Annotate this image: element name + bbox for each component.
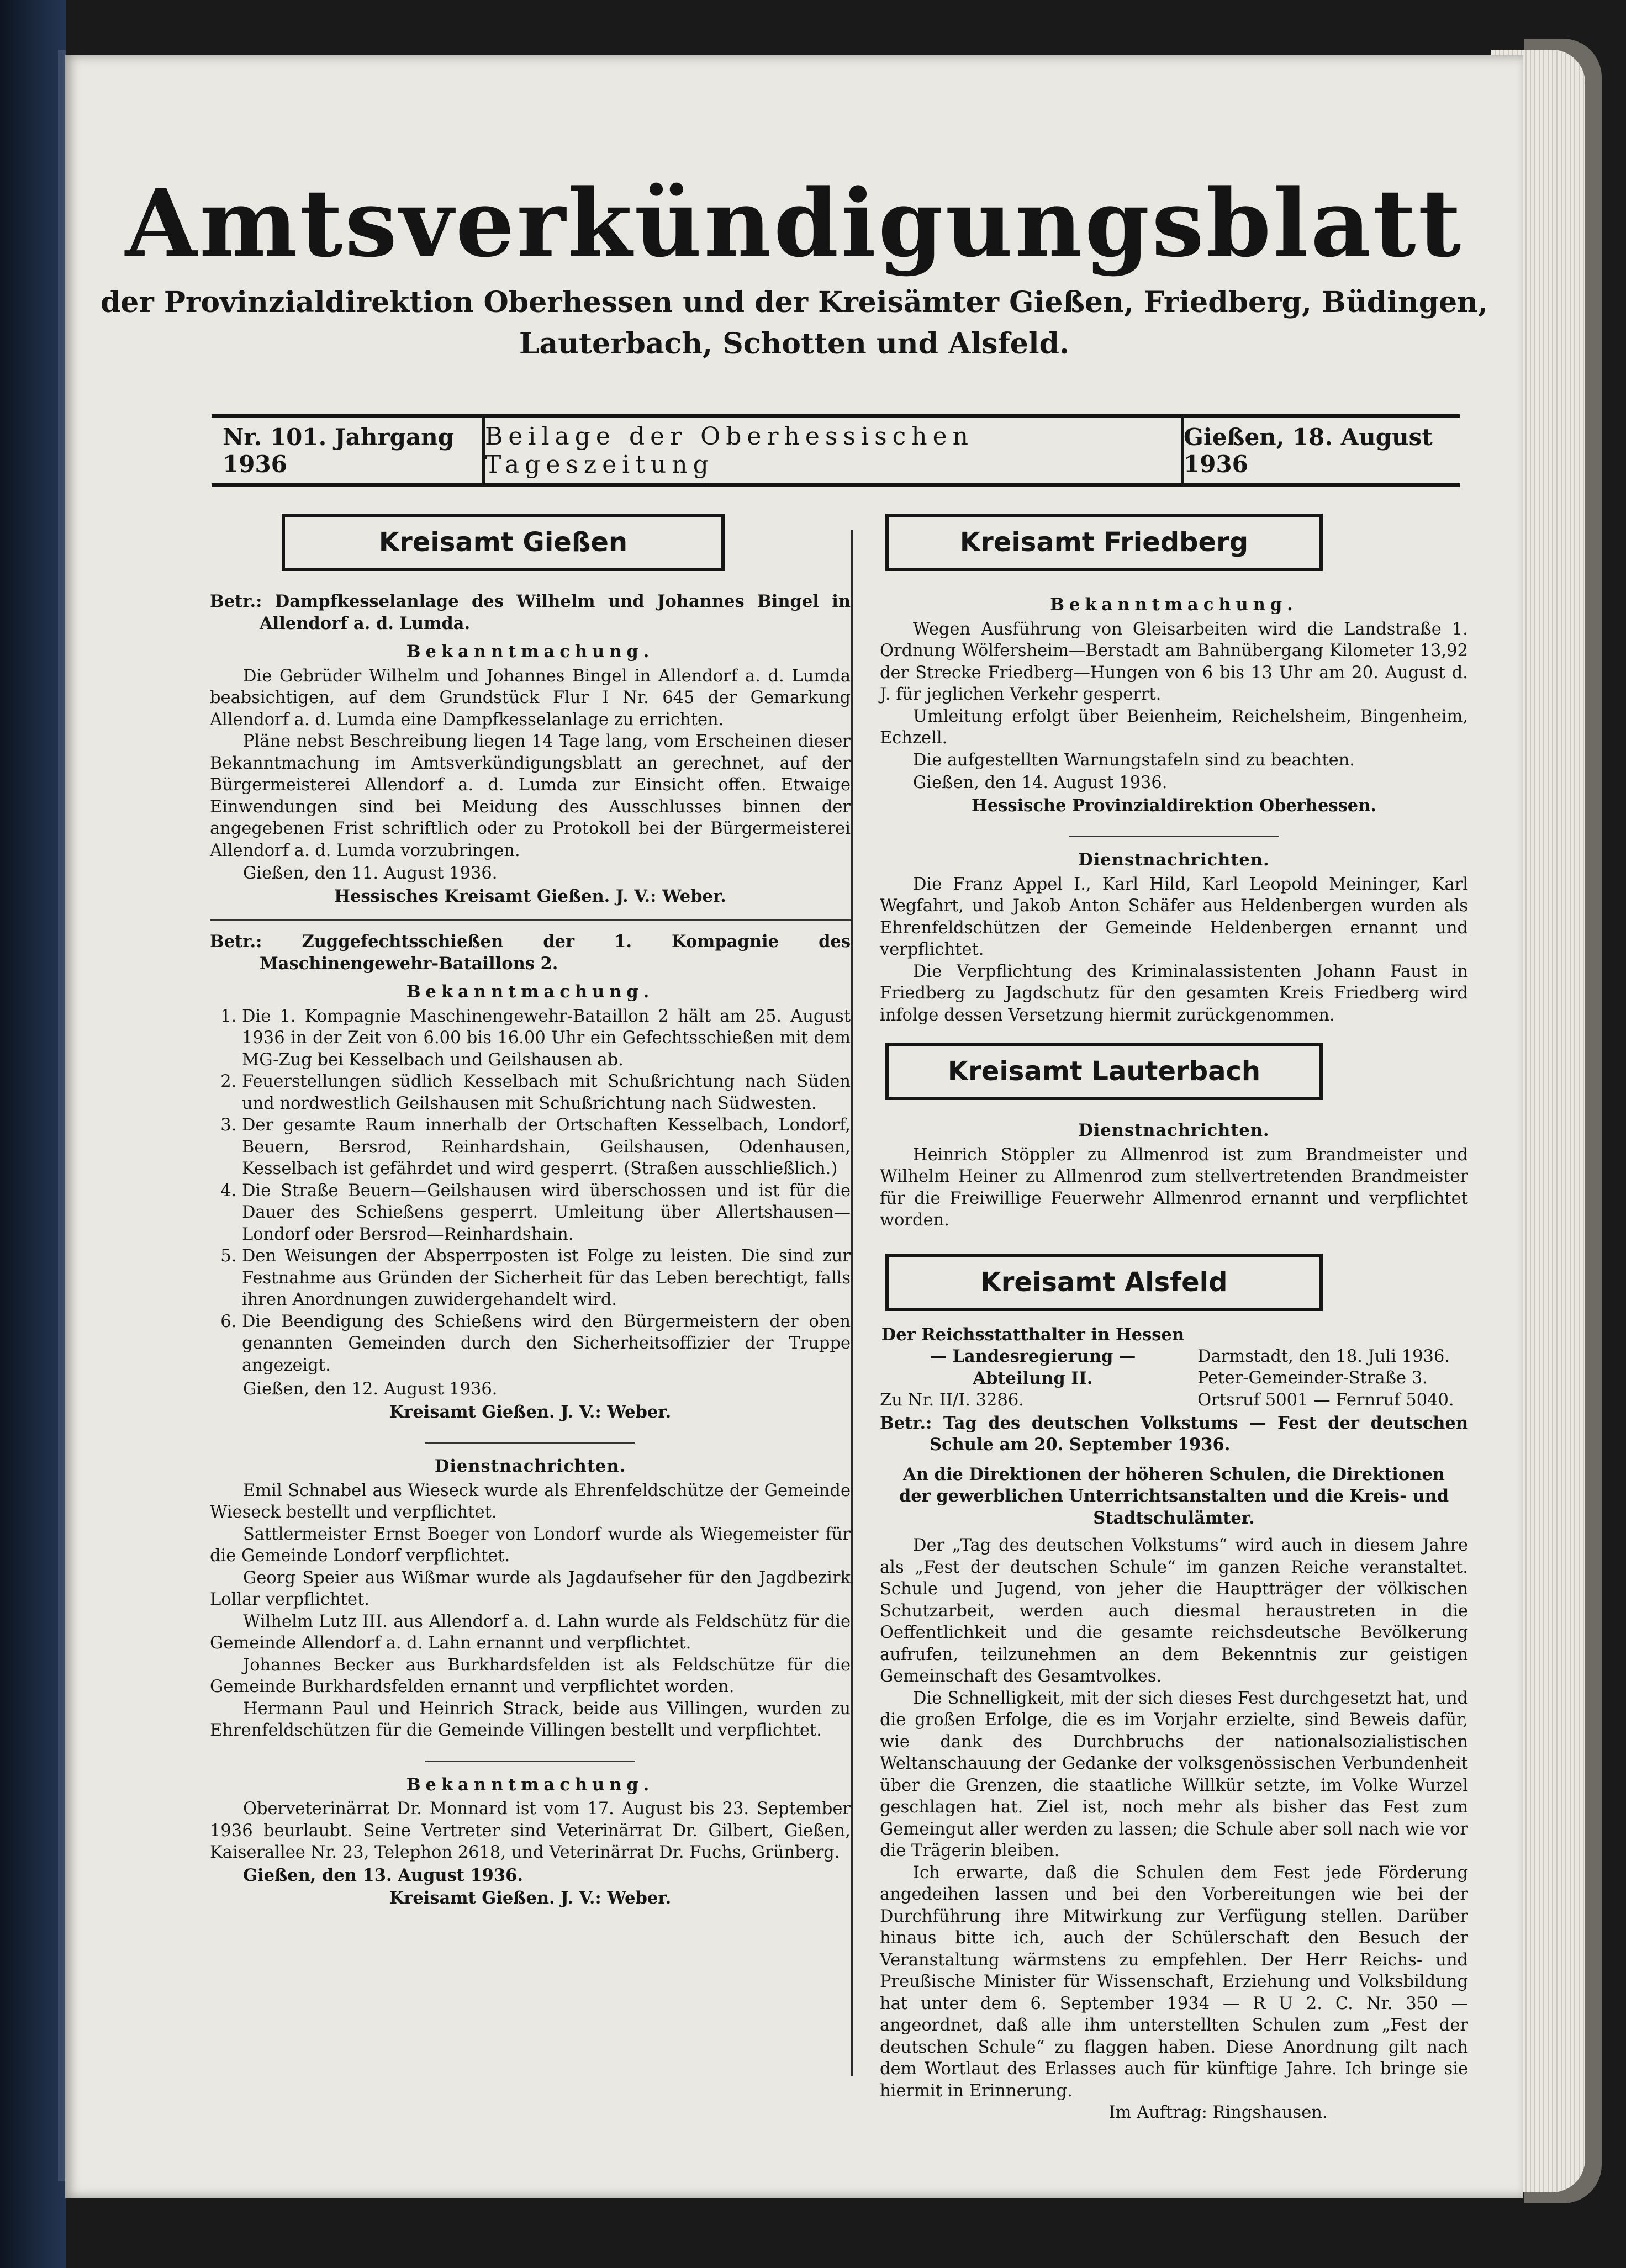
notice-heading: Dienstnachrichten. [1078, 850, 1270, 870]
notice-paragraph: Pläne nebst Beschreibung liegen 14 Tage lang, vom Erscheinen dieser Bekanntmachung im Amtsverkündigungsblatt an gerechnet, auf der Bürgermeisterei Allendorf a. d. Lumda zur Einsicht offen. Etwaige Einwendungen sind bei Meidung des Ausschlusses binnen der angegebenen Frist schriftlich oder zu Protokoll bei der Bürgermeisterei Allendorf a. d. Lumda vorzubringen. [210, 732, 851, 860]
list-item: 2. Feuerstellungen südlich Kesselbach mit Schußrichtung nach Süden und nordwestlich Geilshausen mit Schußrichtung nach Südwesten. [242, 1071, 851, 1114]
notice-paragraph: Die Verpflichtung des Kriminalassistenten Johann Faust in Friedberg zu Jagdschutz für den gesamten Kreis Friedberg wird infolge dessen Versetzung hiermit zurückgenommen. [880, 961, 1468, 1025]
masthead-title: Amtsverkündigungsblatt [125, 168, 1464, 278]
subject-line: Betr.: Zuggefechtsschießen der 1. Kompagnie des Maschinengewehr-Bataillons 2. [210, 932, 851, 974]
list-item: 6. Die Beendigung des Schießens wird den Bürgermeistern der oben genannten Gemeinden durch den Sicherheitsoffizier der Truppe angezeigt. [242, 1311, 851, 1377]
sender-line: Abteilung II. [973, 1368, 1093, 1388]
separator-rule [425, 1761, 635, 1762]
list-item: 1. Die 1. Kompagnie Maschinengewehr-Bataillon 2 hält am 25. August 1936 in der Zeit von 6.00 bis 16.00 Uhr ein Gefechtsschießen mit dem MG-Zug bei Kesselbach und Geilshausen ab. [242, 1006, 851, 1071]
notice-signature: Im Auftrag: Ringshausen. [1108, 2103, 1328, 2122]
notice-paragraph: Wilhelm Lutz III. aus Allendorf a. d. Lahn wurde als Feldschütz für die Gemeinde Allendorf a. d. Lahn ernannt und verpflichtet. [210, 1611, 851, 1653]
issue-number: Nr. 101. Jahrgang 1936 [212, 418, 485, 483]
notice-heading: Bekanntmachung. [406, 1774, 654, 1795]
list-item: 4. Die Straße Beuern—Geilshausen wird überschossen und ist für die Dauer des Schießens gesperrt. Umleitung über Allertshausen—Londorf oder Bersrod—Reinhardshain. [242, 1180, 851, 1246]
masthead [65, 168, 1523, 365]
notice-heading: Bekanntmachung. [406, 642, 654, 662]
place-block [1197, 1324, 1468, 1411]
list-item: 5. Den Weisungen der Absperrposten ist Folge zu leisten. Die sind zur Festnahme aus Gründen der Sicherheit für das Leben berechtigt, falls ihren Anordnungen zuwidergehandelt wird. [242, 1245, 851, 1311]
notice-signature: Hessische Provinzialdirektion Oberhessen. [972, 795, 1376, 816]
notice-paragraph: Der „Tag des deutschen Volkstums“ wird auch in diesem Jahre als „Fest der deutschen Schule“ im ganzen Reiche veranstaltet. Schule und Jugend, von jeher die Hauptträger der völkischen Schutzarbeit, werden auch diesmal heraustreten in die Oeffentlichkeit und die gesamte reichsdeutsche Bevölkerung aufrufen, teilzunehmen an dem Bekenntnis zur geistigen Gemeinschaft des Gesamtvolkes. [880, 1536, 1468, 1686]
notice-heading: Bekanntmachung. [1050, 595, 1298, 615]
notice-paragraph: Ich erwarte, daß die Schulen dem Fest jede Förderung angedeihen lassen und bei den Vorbereitungen wie bei der Durchführung ihre Mitwirkung zur Verfügung stellen. Darüber hinaus bitte ich, auch der Schülerschaft den Besuch der Veranstaltung wärmstens zu empfehlen. Der Herr Reichs- und Preußische Minister für Wissenschaft, Erziehung und Volksbildung hat unter dem 6. September 1934 — R U 2. C. Nr. 350 — angeordnet, daß alle ihm unterstellten Schulen zum „Fest der deutschen Schule“ zu flaggen haben. Diese Anordnung gilt nach dem Wortlaut des Erlasses auch für künftige Jahre. Ich bringe sie hiermit in Erinnerung. [880, 1863, 1468, 2101]
section-title-kreisamt-alsfeld: Kreisamt Alsfeld [885, 1254, 1323, 1311]
notice-signature: Hessisches Kreisamt Gießen. J. V.: Weber. [334, 886, 726, 906]
notice-paragraph: Hermann Paul und Heinrich Strack, beide aus Villingen, wurden zu Ehrenfeldschützen für die Gemeinde Villingen bestellt und verpflichtet. [210, 1699, 851, 1740]
issue-date: Gießen, 18. August 1936 [1184, 424, 1433, 478]
notice-date: Gießen, den 12. August 1936. [243, 1379, 498, 1399]
separator-rule [1069, 836, 1279, 837]
notice-paragraph: Die Franz Appel I., Karl Hild, Karl Leopold Meininger, Karl Wegfahrt, und Jakob Anton Schäfer aus Heldenbergen wurden als Ehrenfeldschützen der Gemeinde Heldenbergen ernannt und verpflichtet. [880, 874, 1468, 959]
sender-line: Der Reichsstatthalter in Hessen [881, 1324, 1185, 1345]
subject-line: Betr.: Tag des deutschen Volkstums — Fest der deutschen Schule am 20. September 1936. [880, 1413, 1468, 1455]
notice-paragraph: Heinrich Stöppler zu Allmenrod ist zum Brandmeister und Wilhelm Heiner zu Allmenrod zum stellvertretenden Brandmeister für die Freiwillige Feuerwehr Allmenrod ernannt und verpflichtet worden. [880, 1145, 1468, 1230]
separator-rule [425, 1442, 635, 1444]
notice-paragraph: Umleitung erfolgt über Beienheim, Reichelsheim, Bingenheim, Echzell. [880, 706, 1468, 748]
notice-paragraph: Sattlermeister Ernst Boeger von Londorf wurde als Wiegemeister für die Gemeinde Londorf verpflichtet. [210, 1524, 851, 1566]
place-date: Darmstadt, den 18. Juli 1936. [1197, 1346, 1450, 1366]
notice-paragraph: Die Schnelligkeit, mit der sich dieses Fest durchgesetzt hat, und die großen Erfolge, die es im Vorjahr erzielte, sind Beweis dafür, wie dank des Durchbruchs der nationalsozialistischen Weltanschauung der Gedanke der volksgenössischen Verbundenheit über die Grenzen, die staatliche Willkür setzte, im Volke Wurzel geschlagen hat. Ziel ist, noch mehr als bisher das Fest zum Gemeingut aller werden zu lassen; die Schule aber soll nach wie vor die Trägerin bleiben. [880, 1688, 1468, 1860]
notice-paragraph: Die Gebrüder Wilhelm und Johannes Bingel in Allendorf a. d. Lumda beabsichtigen, auf dem Grundstück Flur I Nr. 645 der Gemarkung Allendorf a. d. Lumda eine Dampfkesselanlage zu errichten. [210, 666, 851, 729]
section-title-kreisamt-friedberg: Kreisamt Friedberg [885, 514, 1323, 571]
sender-line: — Landesregierung — [930, 1346, 1136, 1366]
newspaper-page [65, 55, 1523, 2198]
book-spine [0, 0, 66, 2268]
supplement-label: Beilage der Oberhessischen Tageszeitung [485, 418, 1184, 483]
notice-date: Gießen, den 11. August 1936. [243, 864, 498, 883]
right-column [880, 514, 1468, 2124]
numbered-list [210, 1006, 851, 1377]
notice-heading: Dienstnachrichten. [1078, 1120, 1270, 1140]
sender-block [880, 1324, 1186, 1411]
issue-info-bar [212, 414, 1460, 487]
subject-line: Betr.: Dampfkesselanlage des Wilhelm und Johannes Bingel in Allendorf a. d. Lumda. [210, 591, 851, 633]
notice-paragraph: Johannes Becker aus Burkhardsfelden ist als Feldschütze für die Gemeinde Burkhardsfelden ernannt und verpflichtet worden. [210, 1655, 851, 1696]
phone-line: Ortsruf 5001 — Fernruf 5040. [1197, 1390, 1454, 1410]
addressee-line: An die Direktionen der höheren Schulen, die Direktionen der gewerblichen Unterrichtsanstalten und die Kreis- und Stadtschulämter. [899, 1464, 1449, 1528]
masthead-subtitle-line1: der Provinzialdirektion Oberhessen und der Kreisämter Gießen, Friedberg, Büdingen, [100, 286, 1488, 319]
separator-rule [210, 919, 851, 921]
notice-date: Gießen, den 13. August 1936. [243, 1865, 523, 1885]
section-title-kreisamt-lauterbach: Kreisamt Lauterbach [885, 1043, 1323, 1100]
notice-signature: Kreisamt Gießen. J. V.: Weber. [389, 1888, 672, 1908]
notice-paragraph: Oberveterinärrat Dr. Monnard ist vom 17. August bis 23. September 1936 beurlaubt. Seine Vertreter sind Veterinärrat Dr. Gilbert, Gießen, Kaiserallee Nr. 23, Telephon 2618, und Veterinärrat Dr. Fuchs, Grünberg. [210, 1799, 851, 1862]
notice-paragraph: Emil Schnabel aus Wieseck wurde als Ehrenfeldschütze der Gemeinde Wieseck bestellt und verpflichtet. [210, 1481, 851, 1522]
notice-heading: Bekanntmachung. [406, 982, 654, 1002]
notice-paragraph: Georg Speier aus Wißmar wurde als Jagdaufseher für den Jagdbezirk Lollar verpflichtet. [210, 1568, 851, 1609]
notice-paragraph: Wegen Ausführung von Gleisarbeiten wird die Landstraße 1. Ordnung Wölfersheim—Berstadt am Bahnübergang Kilometer 13,92 der Strecke Friedberg—Hungen von 6 bis 13 Uhr am 20. August d. J. für jeglichen Verkehr gesperrt. [880, 619, 1468, 704]
left-column [210, 514, 851, 1910]
notice-heading: Dienstnachrichten. [434, 1456, 626, 1476]
column-divider [851, 530, 853, 2076]
street-address: Peter-Gemeinder-Straße 3. [1197, 1368, 1428, 1388]
masthead-subtitle-line2: Lauterbach, Schotten und Alsfeld. [519, 327, 1070, 361]
section-title-kreisamt-giessen: Kreisamt Gießen [282, 514, 725, 571]
letterhead [880, 1324, 1468, 1411]
list-item: 3. Der gesamte Raum innerhalb der Ortschaften Kesselbach, Londorf, Beuern, Bersrod, Reinhardshain, Geilshausen, Odenhausen, Kesselbach ist gefährdet und wird gesperrt. (Straßen ausschließlich.) [242, 1114, 851, 1180]
notice-date: Gießen, den 14. August 1936. [913, 773, 1168, 792]
notice-paragraph: Die aufgestellten Warnungstafeln sind zu beachten. [913, 750, 1355, 770]
notice-signature: Kreisamt Gießen. J. V.: Weber. [389, 1402, 672, 1422]
reference-number: Zu Nr. II/I. 3286. [880, 1391, 1024, 1410]
spine-edge [58, 50, 66, 2181]
